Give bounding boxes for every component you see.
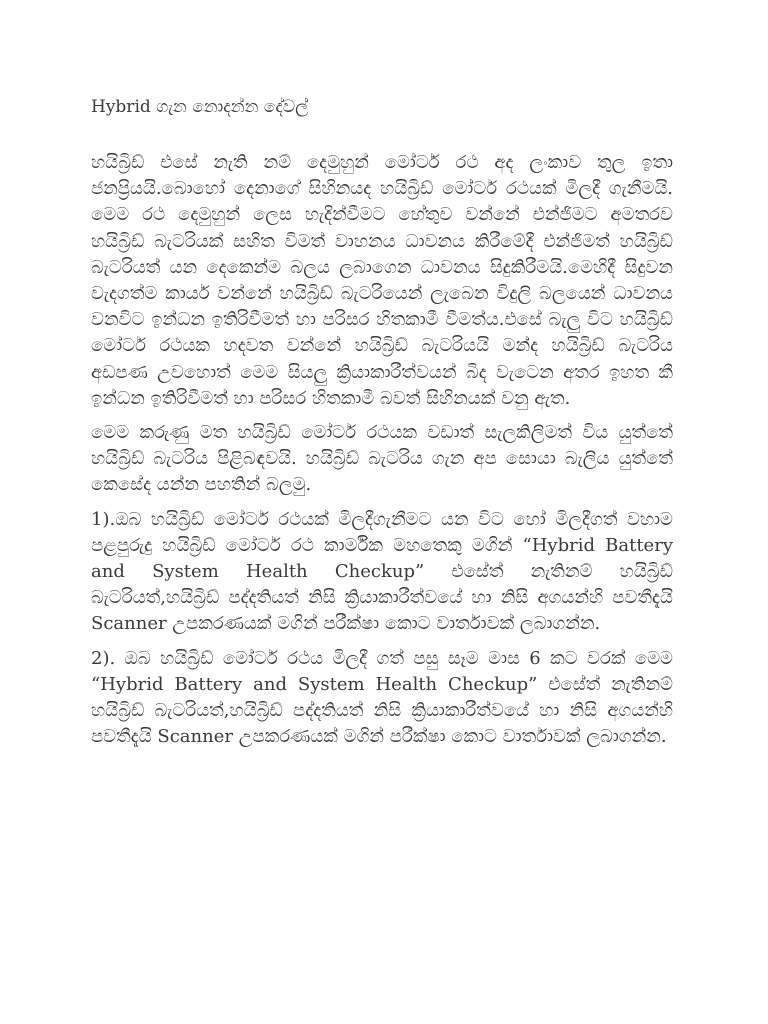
tip-2-paragraph: 2). ඔබ හයිබ්‍රිඩ් මෝටර් රථය මිලදී ගත් පසු සෑම මාස 6 කට වරක් මෙම “Hybrid Battery and System Health Checkup” එසේත් නැතිනම් හයිබ්‍රිඩ් බැටරියත්,හයිබ්‍රිඩ් පද්දතියත් නිසි ක්‍රියාකාරීත්වයේ හා නිසි අගයන්හි පවතීදැයි Scanner උපකරණයක් මගින් පරීක්ෂා කොට වාර්තාවක් ලබාගන්න. — [91, 647, 673, 748]
document-body — [91, 94, 673, 758]
battery-importance-paragraph: මෙම කරුණු මත හයිබ්‍රිඩ් මෝටර් රථයක වඩාත් සැලකිලිමත් විය යුත්තේ හයිබ්‍රිඩ් බැටරිය පිළිබඳවයි. හයිබ්‍රිඩ් බැටරිය ගැන අප සොයා බැලිය යුත්තේ කෙසේද යන්න පහතින් බලමු. — [91, 422, 673, 496]
document-title: Hybrid ගැන නොදන්න දේවල් — [91, 97, 309, 117]
tip-1-paragraph: 1).ඔබ හයිබ්‍රිඩ් මෝටර් රථයක් මිලදීගැනීමට යන විට හෝ මිලදීගත් වහාම පළපුරුදු හයිබ්‍රිඩ් මෝටර් රථ කාර්මික මහතෙකු මගින් “Hybrid Battery and System Health Checkup” එසේත් නැතිනම් හයිබ්‍රිඩ් බැටරියත්,හයිබ්‍රිඩ් පද්දතියත් නිසි ක්‍රියාකාරීත්වයේ හා නිසි අගයන්හි පවතීදැයි Scanner උපකරණයක් මගින් පරීක්ෂා කොට වාර්තාවක් ලබාගන්න. — [91, 508, 673, 635]
intro-paragraph: හයිබ්‍රිඩ් එසේ නැති නම් දෙමුහුන් මෝටර් රථ අද ලංකාව තුල ඉතා ජනප්‍රියයි.බොහෝ දෙනාගේ සිහිනයද හයිබ්‍රිඩ් මෝටර් රථයක් මිලදී ගැනීමයි. මෙම රථ දෙමුහුන් ලෙස හැදින්වීමට හේතුව වන්නේ එන්ජිමට අමතරව හයිබ්‍රිඩ් බැටරියක් සහිත විමත් වාහනය ධාවනය කිරීමේදී එන්ජිමත් හයිබ්‍රිඩ් බැටරියත් යන දෙකෙන්ම බලය ලබාගෙන ධාවනය සිදුකිරීමයි.මෙහිදී සිදුවන වැදගත්ම කාර්ය වන්නේ හයිබ්‍රිඩ් බැටරියෙන් ලැබෙන විදුලි බලයෙන් ධාවනය වනවිට ඉන්ධන ඉතිරිවීමත් හා පරිසර හිතකාමී වීමත්ය.එසේ බැලු විට හයිබ්‍රිඩ් මෝටර් රථයක හදවත වන්නේ හයිබ්‍රිඩ් බැටරියයි මන්ද හයිබ්‍රිඩ් බැටරිය අඩපණ උවහොත් මෙම සියලු ක්‍රියාකාරීත්වයන් බිද වැටෙන අතර ඉහත කී ඉන්ධන ඉතිරිවීමත් හා පරිසර හිතකාමී බවත් සිහිනයක් වනු ඇත. — [91, 152, 673, 409]
